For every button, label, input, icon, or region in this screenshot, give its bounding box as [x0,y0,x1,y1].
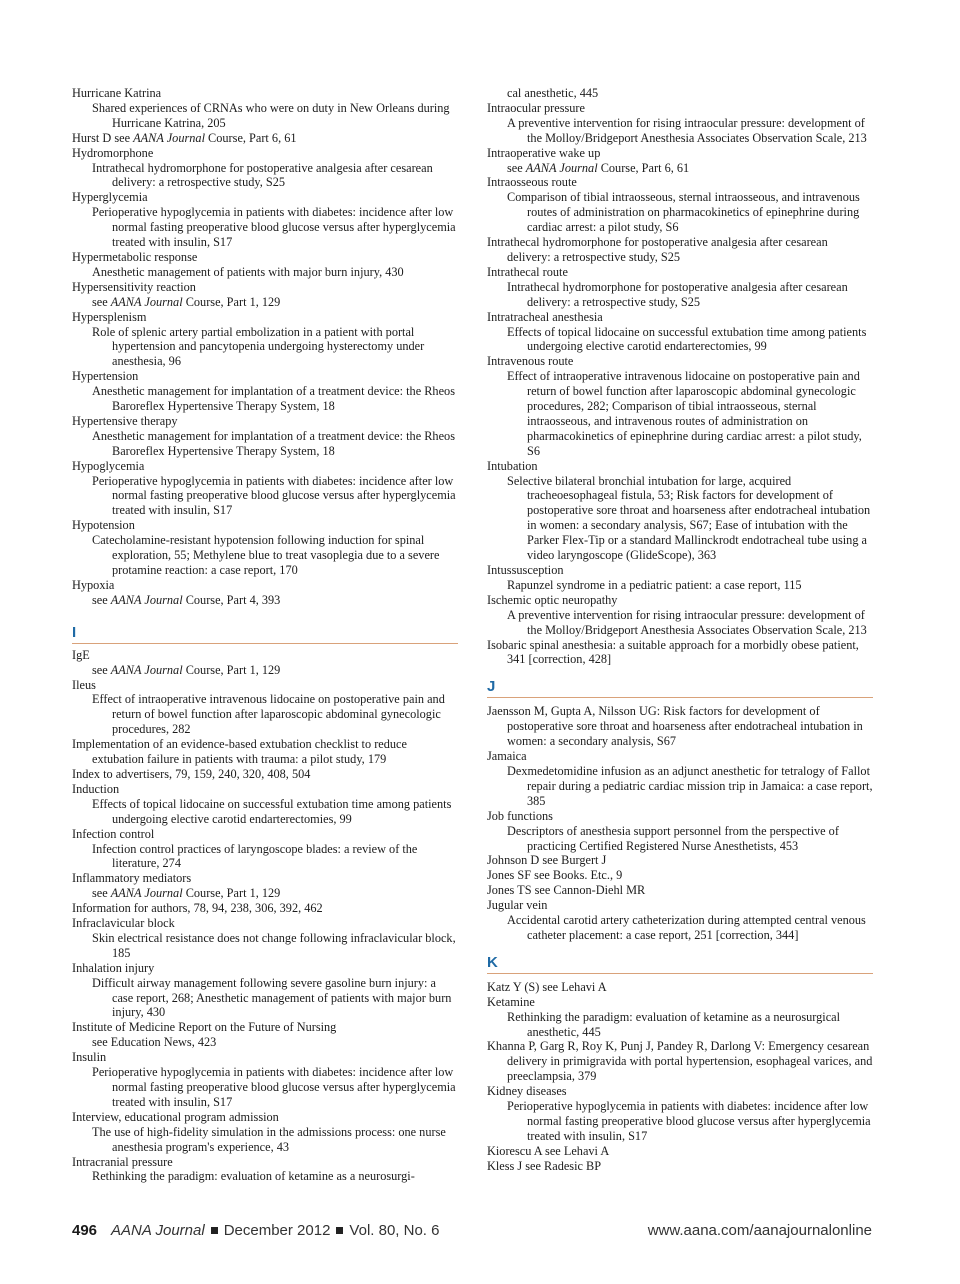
index-term: Intubation [487,458,538,473]
index-term: Interview, educational program admission [72,1109,279,1124]
index-subentry: see AANA Journal Course, Part 1, 129 [92,662,281,677]
index-term: Khanna P, Garg R, Roy K, Punj J, Pandey R, Darlong V: Emergency cesarean delivery in primigravida with portal hypertension, esophageal varices, and preeclampsia, 379 [487,1039,873,1084]
index-subentry: Rapunzel syndrome in a pediatric patient: a case report, 115 [507,577,802,592]
index-term: Intraocular pressure [487,100,585,115]
journal-name: AANA Journal [110,886,183,901]
index-subentry: A preventive intervention for rising intraocular pressure: development of the Molloy/Bridgeport Anesthesia Associates Observation Scale, 213 [507,115,867,145]
footer-url[interactable]: www.aana.com/aanajournalonline [647,1222,872,1239]
index-term: Hyperglycemia [72,190,148,205]
index-continuation: cal anesthetic, 445 [507,86,599,100]
index-term: Hypoxia [72,577,115,592]
index-term: Hypotension [72,518,135,533]
index-subentry: Rethinking the paradigm: evaluation of ketamine as a neurosurgical anesthetic, 445 [507,1009,841,1039]
index-term: Hypermetabolic response [72,249,198,264]
index-term: Infection control [72,826,155,841]
index-term: Intracranial pressure [72,1154,173,1169]
index-term: Hypersplenism [72,309,147,324]
index-subentry: Role of splenic artery partial embolization in a patient with portal hypertension and pancytopenia undergoing hysterectomy under anesthesia, 96 [92,324,425,369]
footer-volume: Vol. 80, No. 6 [349,1222,440,1239]
index-subentry: Anesthetic management of patients with major burn injury, 430 [92,264,404,279]
index-subentry: Comparison of tibial intraosseous, sternal intraosseous, and intravenous routes of administration on pharmacokinetics of epinephrine during cardiac arrest: a pilot study, S6 [507,190,860,235]
index-term: Hypertension [72,369,139,384]
index-subentry: Anesthetic management for implantation of a treatment device: the Rheos Baroreflex Hypertensive Therapy System, 18 [92,384,455,414]
index-term: Jugular vein [487,898,548,913]
footer-journal: AANA Journal [111,1222,205,1239]
index-subentry: Accidental carotid artery catheterization during attempted central venous catheter placement: a case report, 251 [correction, 344] [507,913,866,942]
index-subentry: Effects of topical lidocaine on successful extubation time among patients undergoing elective carotid endarterectomies, 99 [92,796,452,826]
index-term: Jones SF see Books. Etc., 9 [487,868,623,883]
index-term: Index to advertisers, 79, 159, 240, 320, 408, 504 [72,766,311,781]
index-subentry: Intrathecal hydromorphone for postoperative analgesia after cesarean delivery: a retrospective study, S25 [92,160,433,190]
index-subentry: Infection control practices of laryngoscope blades: a review of the literature, 274 [92,841,418,871]
index-subentry: Perioperative hypoglycemia in patients with diabetes: incidence after low normal fasting preoperative blood glucose versus after hyperglycemia treated with insulin, S17 [507,1099,871,1143]
index-term: Intrathecal hydromorphone for postoperative analgesia after cesarean delivery: a retrospective study, S25 [487,235,828,264]
index-subentry: see AANA Journal Course, Part 6, 61 [507,160,690,175]
journal-name: AANA Journal [110,592,183,607]
index-subentry: Anesthetic management for implantation of a treatment device: the Rheos Baroreflex Hypertensive Therapy System, 18 [92,428,455,458]
index-term: Jamaica [487,749,527,764]
index-term: Intraosseous route [487,175,577,190]
index-term: Job functions [487,808,553,823]
page-footer [72,1222,872,1242]
journal-name: AANA Journal [525,160,598,175]
index-term: Intussusception [487,563,564,577]
index-subentry: Difficult airway management following severe gasoline burn injury: a case report, 268; Anesthetic management of patients with major burn injury, 430 [92,975,452,1020]
index-term: Infraclavicular block [72,916,175,931]
index-column-left [72,86,458,1184]
index-subentry: Effect of intraoperative intravenous lidocaine on postoperative pain and return of bowel function after laparoscopic abdominal gynecologic procedures, 282 [92,692,445,737]
index-subentry: Perioperative hypoglycemia in patients with diabetes: incidence after low normal fasting preoperative blood glucose versus after hyperglycemia treated with insulin, S17 [92,1065,456,1109]
index-term: Insulin [72,1050,107,1065]
index-term: Jaensson M, Gupta A, Nilsson UG: Risk factors for development of postoperative sore throat and hoarseness after endotracheal intubation in women: a secondary analysis, S67 [487,704,863,749]
index-term: Hurst D see AANA Journal Course, Part 6, 61 [72,130,297,145]
index-term: Hypoglycemia [72,458,145,473]
page-number: 496 [72,1222,98,1239]
index-term: Institute of Medicine Report on the Future of Nursing [72,1020,337,1035]
journal-name: AANA Journal [110,294,183,309]
index-subentry: Catecholamine-resistant hypotension following induction for spinal exploration, 55; Methylene blue to treat vasoplegia due to a severe protamine reaction: a case report, 170 [92,533,440,577]
index-subentry: A preventive intervention for rising intraocular pressure: development of the Molloy/Bridgeport Anesthesia Associates Observation Scale, 213 [507,607,867,637]
index-subentry: Dexmedetomidine infusion as an adjunct anesthetic for tetralogy of Fallot repair during a pediatric cardiac mission trip in Jamaica: a case report, 385 [507,763,873,808]
index-subentry: Rethinking the paradigm: evaluation of ketamine as a neurosurgi- [92,1169,415,1184]
section-letter-k: K [487,955,873,974]
index-term: Katz Y (S) see Lehavi A [487,979,607,994]
footer-issue: December 2012 [223,1222,331,1239]
index-subentry: Effects of topical lidocaine on successful extubation time among patients undergoing elective carotid endarterectomies, 99 [507,324,867,354]
section-letter-i: I [72,625,458,644]
index-term: Intravenous route [487,354,574,369]
index-subentry: Perioperative hypoglycemia in patients with diabetes: incidence after low normal fasting preoperative blood glucose versus after hyperglycemia treated with insulin, S17 [92,473,456,518]
journal-name: AANA Journal [110,662,183,677]
index-term: Implementation of an evidence-based extubation checklist to reduce extubation failure in patients with trauma: a pilot study, 179 [72,737,407,767]
index-term: Ischemic optic neuropathy [487,592,618,607]
index-subentry: see Education News, 423 [92,1035,217,1050]
index-term: Johnson D see Burgert J [487,853,607,868]
index-term: Kiorescu A see Lehavi A [487,1143,610,1158]
index-subentry: see AANA Journal Course, Part 1, 129 [92,886,281,901]
index-term: Intratracheal anesthesia [487,309,603,324]
index-subentry: see AANA Journal Course, Part 1, 129 [92,294,281,309]
index-term: Information for authors, 78, 94, 238, 306, 392, 462 [72,901,323,916]
index-term: Ileus [72,677,96,692]
index-subentry: Intrathecal hydromorphone for postoperative analgesia after cesarean delivery: a retrospective study, S25 [507,279,848,309]
index-term: Inflammatory mediators [72,871,192,886]
index-term: Hurricane Katrina [72,86,162,100]
index-column-right [487,86,873,1174]
index-term: Hypersensitivity reaction [72,279,196,294]
index-term: Kidney diseases [487,1084,567,1099]
index-subentry: Perioperative hypoglycemia in patients with diabetes: incidence after low normal fasting preoperative blood glucose versus after hyperglycemia treated with insulin, S17 [92,205,456,250]
index-term: Intraoperative wake up [487,145,601,160]
index-term: Isobaric spinal anesthesia: a suitable approach for a morbidly obese patient, 341 [correction, 428] [487,637,859,667]
index-subentry: The use of high-fidelity simulation in the admissions process: one nurse anesthesia program's experience, 43 [92,1124,446,1154]
index-subentry: Shared experiences of CRNAs who were on duty in New Orleans during Hurricane Katrina, 205 [92,100,450,130]
index-term: Inhalation injury [72,960,155,975]
index-term: Hypertensive therapy [72,413,178,428]
index-term: IgE [72,647,90,662]
index-term: Ketamine [487,994,535,1009]
index-term: Intrathecal route [487,264,568,279]
index-term: Kless J see Radesic BP [487,1158,602,1173]
section-letter-j: J [487,679,873,698]
journal-name: AANA Journal [133,130,205,145]
index-subentry: Selective bilateral bronchial intubation for large, acquired tracheoesophageal fistula, 53; Risk factors for development of postoperative sore throat and hoarseness after endotracheal intubation in women: a secondary analysis, S67; Ease of intubation with the Parker Flex-Tip or a standard Mallinckrodt endotracheal tube using a video laryngoscope (GlideScope), 363 [507,473,871,563]
index-subentry: Skin electrical resistance does not change following infraclavicular block, 185 [92,930,456,960]
index-term: Hydromorphone [72,145,154,160]
square-bullet-icon [336,1227,343,1234]
square-bullet-icon [211,1227,218,1234]
index-subentry: Descriptors of anesthesia support personnel from the perspective of practicing Certified Registered Nurse Anesthetists, 453 [507,823,839,853]
index-term: Jones TS see Cannon-Diehl MR [487,883,646,898]
index-term: Induction [72,781,120,796]
index-subentry: see AANA Journal Course, Part 4, 393 [92,592,281,607]
index-subentry: Effect of intraoperative intravenous lidocaine on postoperative pain and return of bowel function after laparoscopic abdominal gynecologic procedures, 282; Comparison of tibial intraosseous, sternal intraosseous, and intravenous routes of administration on pharmacokinetics of epinephrine during cardiac arrest: a pilot study, S6 [507,369,862,458]
